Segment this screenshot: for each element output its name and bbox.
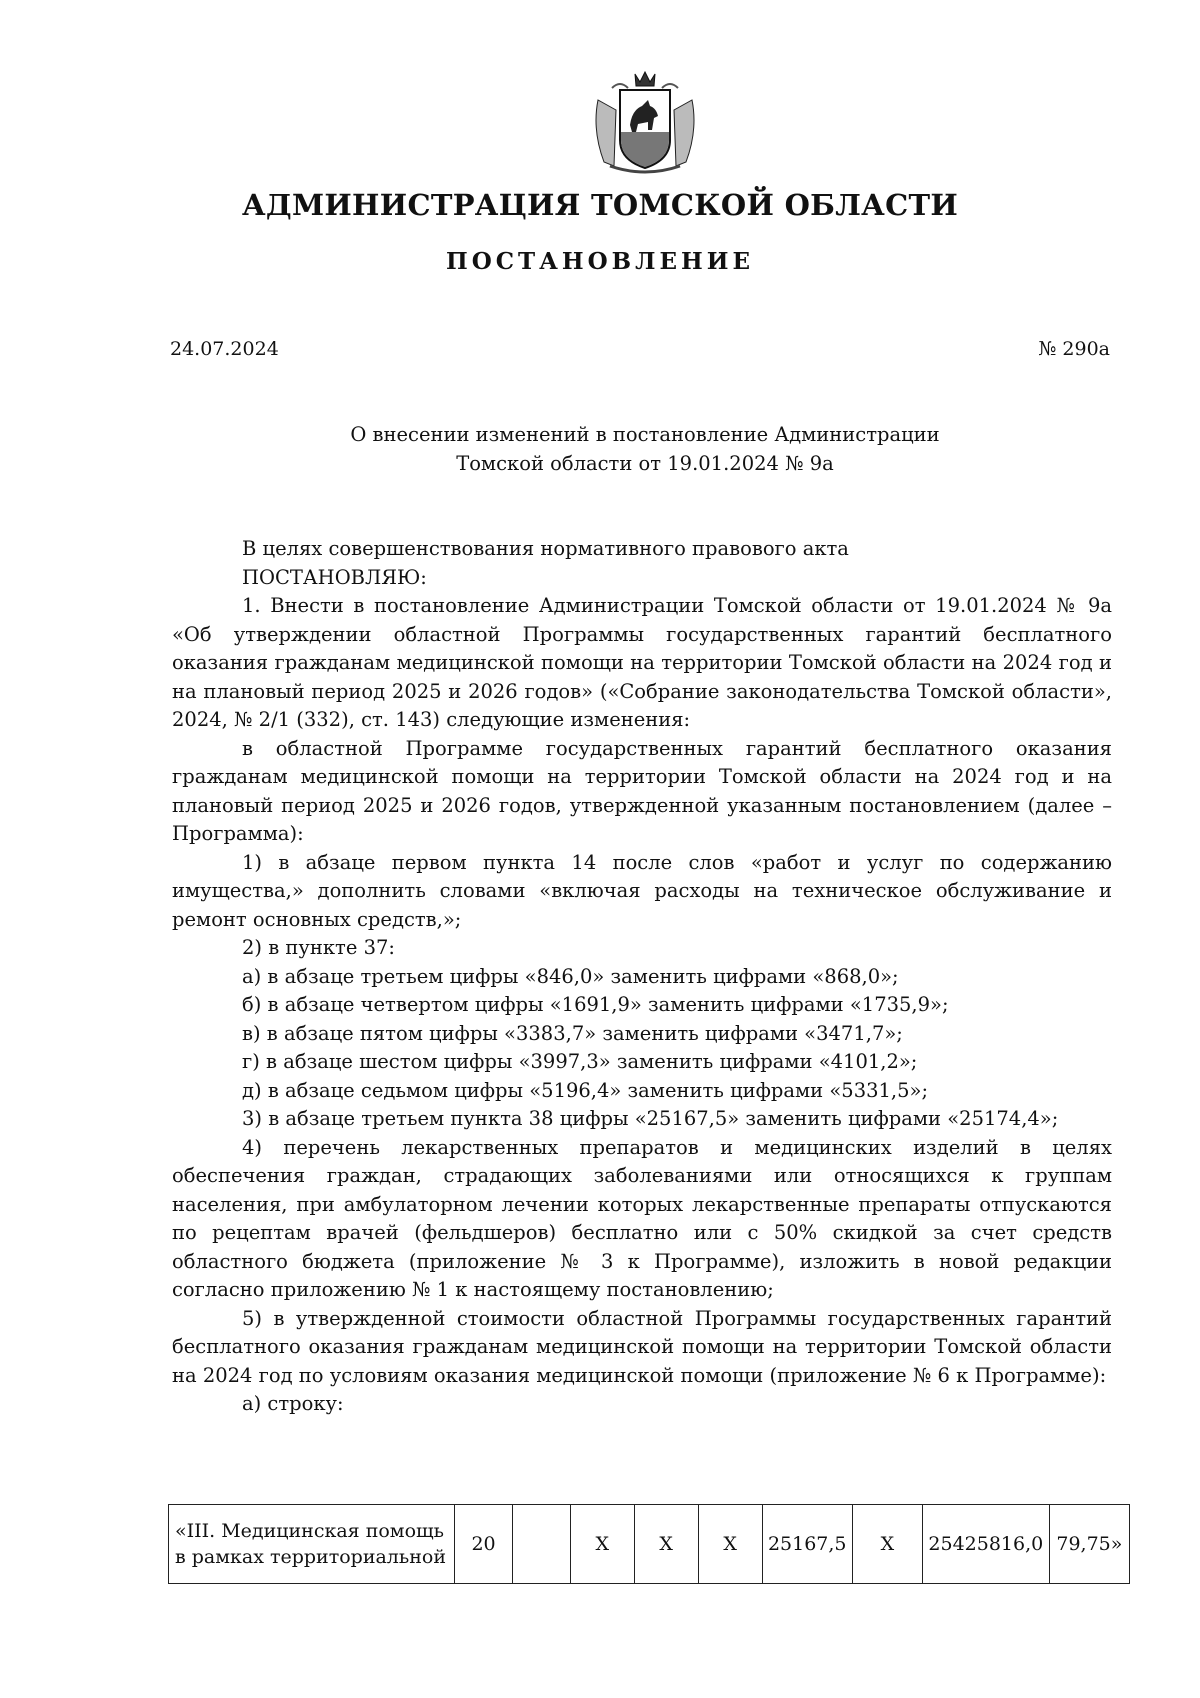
table-cell: 79,75» (1049, 1505, 1129, 1584)
coat-of-arms-icon (590, 70, 700, 178)
body-paragraph: б) в абзаце четвертом цифры «1691,9» заменить цифрами «1735,9»; (242, 993, 949, 1016)
body-paragraph: 2) в пункте 37: (242, 936, 395, 959)
body-paragraph: 1. Внести в постановление Администрации Томской области от 19.01.2024 № 9а «Об утверждении областной Программы государственных гарантий бесплатного оказания гражданам медицинской помощи на территории Томской области на 2024 год и на плановый период 2025 и 2026 годов» («Собрание законодательства Томской области», 2024, № 2/1 (332), ст. 143) следующие изменения: (172, 594, 1112, 731)
cost-table (168, 1504, 1130, 1584)
body-paragraph: а) в абзаце третьем цифры «846,0» заменить цифрами «868,0»; (242, 964, 899, 988)
body-paragraph: 4) перечень лекарственных препаратов и медицинских изделий в целях обеспечения граждан, страдающих заболеваниями или относящихся к группам населения, при амбулаторном лечении которых лекарственные препараты отпускаются по рецептам врачей (фельдшеров) бесплатно или с 50% скидкой за счет средств областного бюджета (приложение № 3 к Программе), изложить в новой редакции согласно приложению № 1 к настоящему постановлению; (172, 1135, 1112, 1301)
body-paragraph: г) в абзаце шестом цифры «3997,3» заменить цифрами «4101,2»; (242, 1050, 918, 1073)
document-date: 24.07.2024 (170, 338, 279, 360)
table-cell: 25167,5 (762, 1505, 852, 1584)
table-cell: Х (570, 1505, 634, 1584)
document-body (172, 535, 1112, 1419)
table-cell: 25425816,0 (922, 1505, 1049, 1584)
table-cell: «III. Медицинская помощь в рамках территориальной (169, 1505, 455, 1584)
body-paragraph: 3) в абзаце третьем пункта 38 цифры «25167,5» заменить цифрами «25174,4»; (242, 1107, 1059, 1130)
subject-line-2: Томской области от 19.01.2024 № 9а (456, 452, 834, 475)
document-type: ПОСТАНОВЛЕНИЕ (446, 248, 754, 275)
body-paragraph: 5) в утвержденной стоимости областной Программы государственных гарантий бесплатного оказания гражданам медицинской помощи на территории Томской области на 2024 год по условиям оказания медицинской помощи (приложение № 6 к Программе): (172, 1306, 1112, 1387)
table-cell: Х (634, 1505, 698, 1584)
body-paragraph: а) строку: (242, 1392, 344, 1415)
document-number: № 290а (1038, 338, 1110, 360)
table-cell: 20 (455, 1505, 513, 1584)
body-paragraph: ПОСТАНОВЛЯЮ: (242, 565, 427, 589)
subject-line-1: О внесении изменений в постановление Администрации (350, 423, 940, 446)
table-cell: Х (852, 1505, 922, 1584)
table-cell (512, 1505, 570, 1584)
body-paragraph: 1) в абзаце первом пункта 14 после слов «работ и услуг по содержанию имущества,» дополнить словами «включая расходы на техническое обслуживание и ремонт основных средств,»; (172, 850, 1112, 931)
body-paragraph: в) в абзаце пятом цифры «3383,7» заменить цифрами «3471,7»; (242, 1021, 903, 1045)
body-paragraph: д) в абзаце седьмом цифры «5196,4» заменить цифрами «5331,5»; (242, 1078, 929, 1102)
body-paragraph: В целях совершенствования нормативного правового акта (242, 537, 849, 560)
organization-title: АДМИНИСТРАЦИЯ ТОМСКОЙ ОБЛАСТИ (241, 188, 959, 222)
table-row (169, 1505, 1130, 1584)
table-cell: Х (698, 1505, 762, 1584)
body-paragraph: в областной Программе государственных гарантий бесплатного оказания гражданам медицинской помощи на территории Томской области на 2024 год и на плановый период 2025 и 2026 годов, утвержденной указанным постановлением (далее – Программа): (172, 736, 1112, 845)
document-subject (0, 420, 1200, 478)
